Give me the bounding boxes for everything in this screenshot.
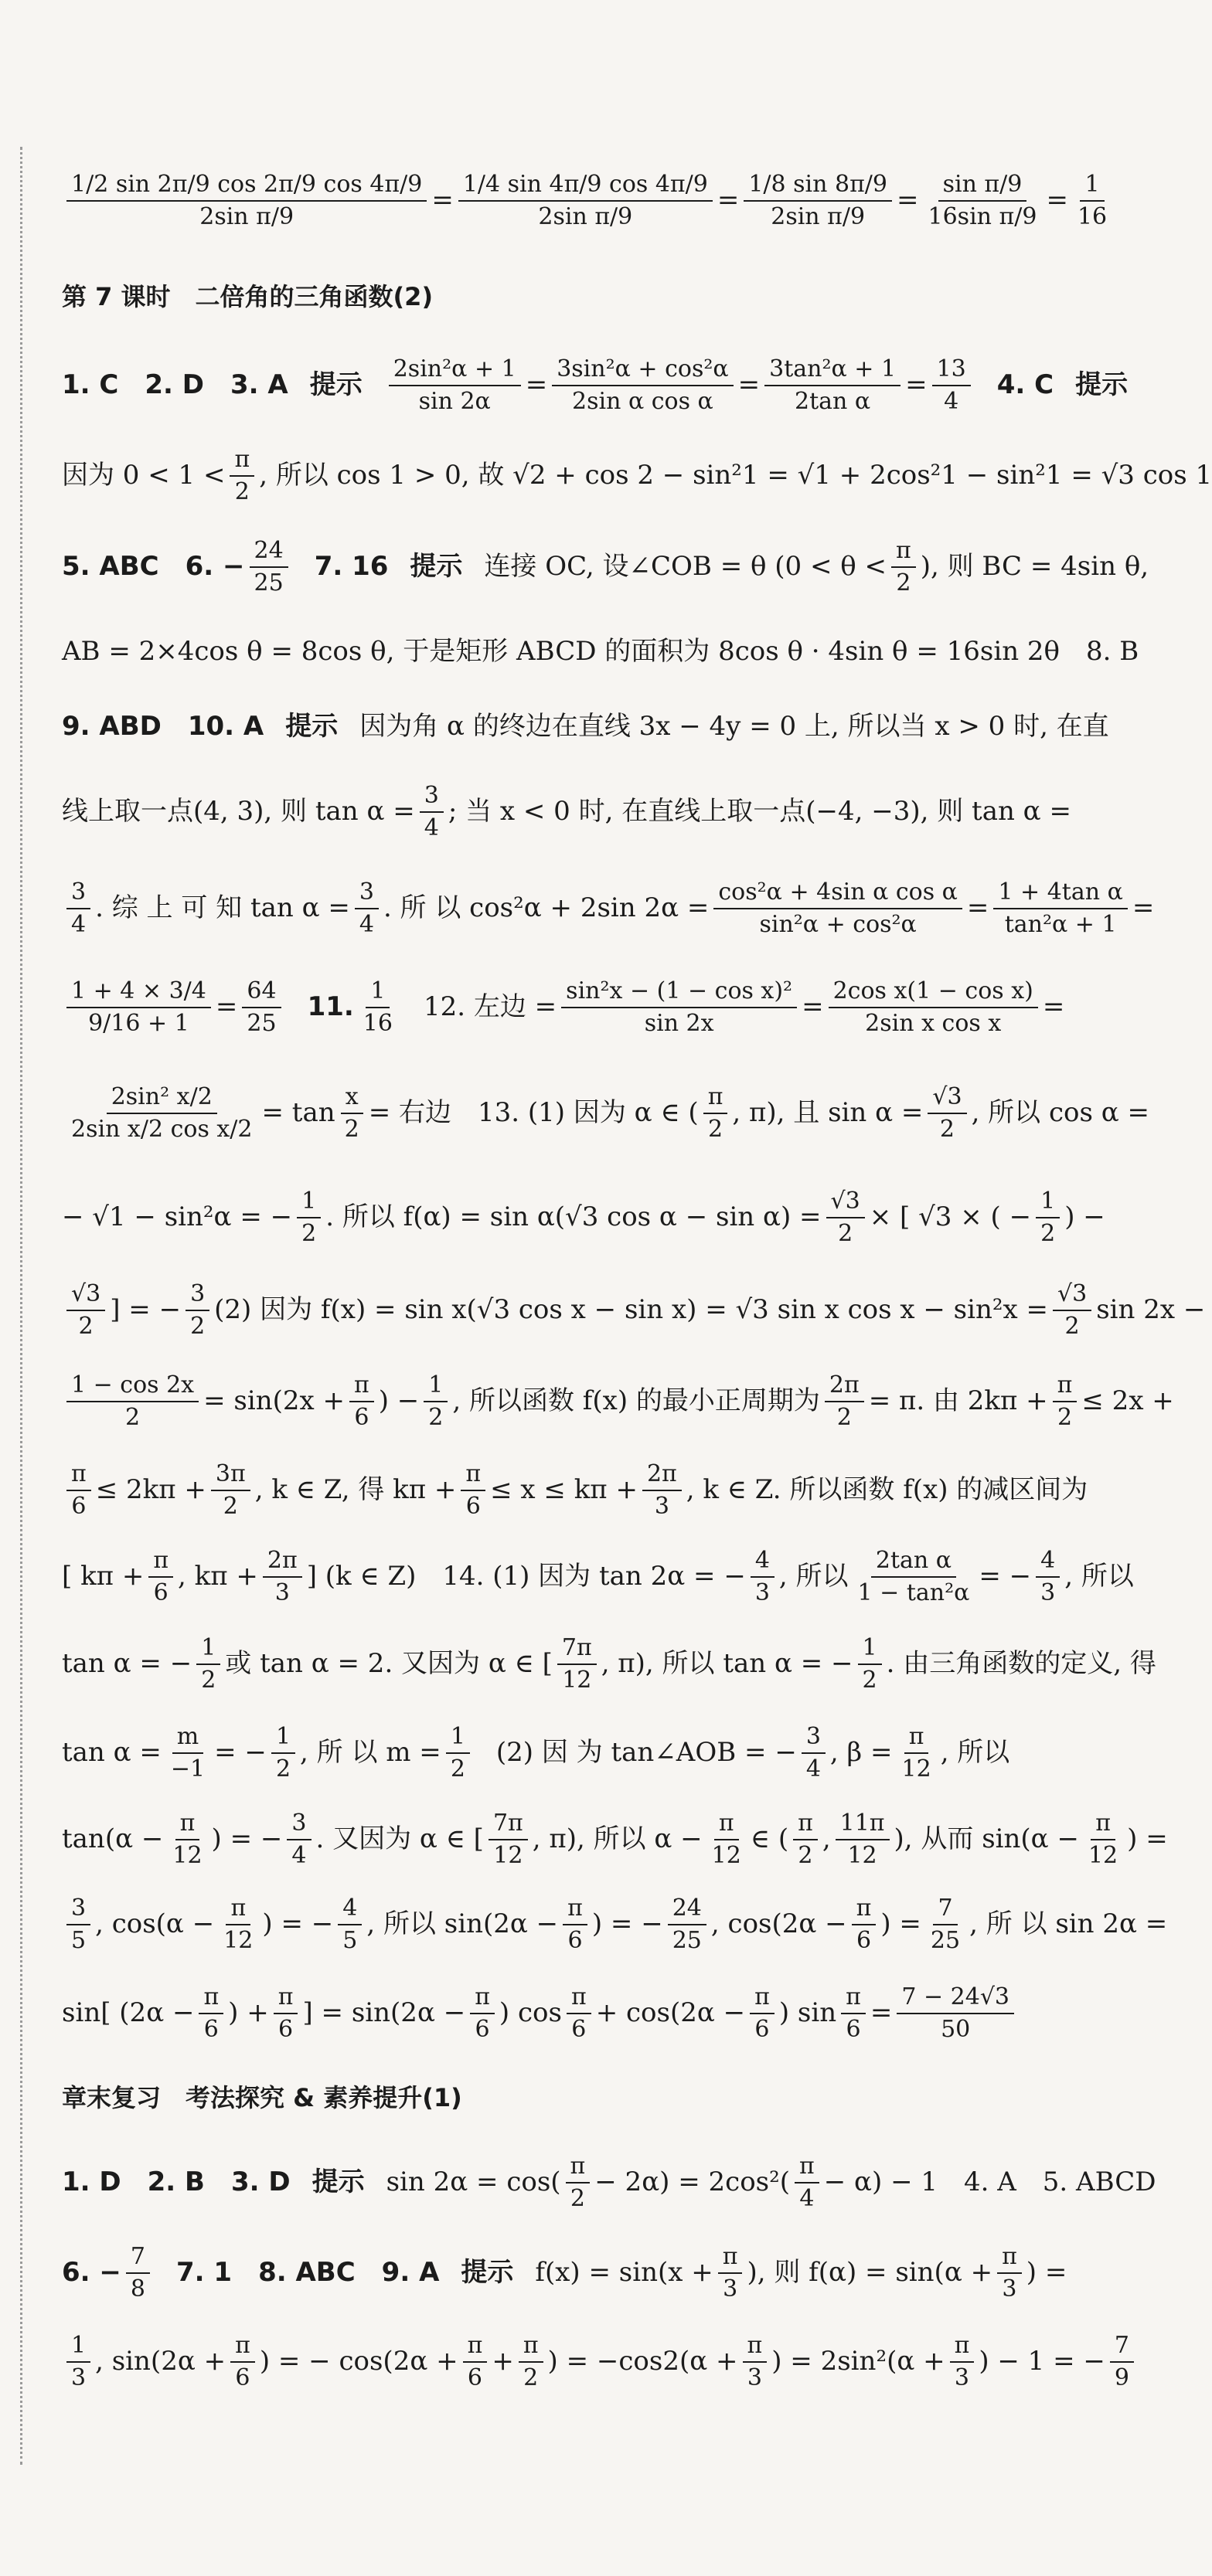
hint-label: 提示 (410, 550, 463, 582)
hint-label: 提示 (309, 369, 363, 400)
answer-line: 5. ABC 6. − $\frac{24}{25}$ 7. 16 提示 连接 OC, 设∠COB = θ (0 < θ < $\frac{\pi}{2}$ ), 则 BC = 4sin θ, (62, 536, 1149, 596)
text-line: − √1 − sin²α = − $\frac{1}{2}$ . 所以 f(α) = sin α(√3 cos α − sin α) = $\frac{√3}{2}$ × [ √3 × ( − $\frac{1}{2}$ ) − (62, 1188, 1105, 1248)
section-heading: 第 7 课时 二倍角的三角函数(2) (62, 282, 434, 311)
answer-line: 6. − $\frac{7}{8}$ 7. 1 8. ABC 9. A 提示 f(x) = sin(x + $\frac{\pi}{3}$ ), 则 f(α) = sin(α + $\frac{\pi}{3}$ ) = (62, 2243, 1067, 2303)
solution-content (62, 127, 1212, 2404)
text-line: $\frac{\pi}{6}$ ≤ 2kπ + $\frac{3\pi}{2}$ , k ∈ Z, 得 kπ + $\frac{\pi}{6}$ ≤ x ≤ kπ + $\frac{2\pi}{3}$ , k ∈ Z. 所以函数 f(x) 的减区间为 (62, 1446, 1159, 1534)
answer-line: 9. ABD 10. A 提示 因为角 α 的终边在直线 3x − 4y = 0 上, 所以当 x > 0 时, 在直 (62, 688, 1159, 766)
text-line: AB = 2×4cos θ = 8cos θ, 于是矩形 ABCD 的面积为 8cos θ · 4sin θ = 16sin 2θ 8. B (62, 635, 1139, 667)
hint-label: 提示 (312, 2166, 365, 2197)
text-line: $\frac{1}{3}$ , sin(2α + $\frac{\pi}{6}$ ) = − cos(2α + $\frac{\pi}{6}$ + $\frac{\pi}{2}$ ) = −cos2(α + $\frac{\pi}{3}$ ) = 2sin²(α + $\frac{\pi}{3}$ ) − 1 = − $\frac{7}{9}$ (62, 2319, 1159, 2404)
section-heading: 章末复习 考法探究 & 素养提升(1) (62, 2083, 462, 2113)
text-line: sin[ (2α − $\frac{\pi}{6}$ ) + $\frac{\pi}{6}$ ] = sin(2α − $\frac{\pi}{6}$ ) cos $\frac{\pi}{6}$ + cos(2α − $\frac{\pi}{6}$ ) sin $\frac{\pi}{6}$ = $\frac{7 - 24√3}{50}$ (62, 1967, 1159, 2060)
text-line: $\frac{√3}{2}$ ] = − $\frac{3}{2}$ (2) 因为 f(x) = sin x(√3 cos x − sin x) = √3 sin x cos x − sin²x = $\frac{√3}{2}$ sin 2x − (62, 1264, 1159, 1357)
text-line: tan α = − $\frac{1}{2}$ 或 tan α = 2. 又因为 α ∈ [ $\frac{7\pi}{12}$ , π), 所以 tan α = − $\frac{1}{2}$ . 由三角函数的定义, 得 (62, 1633, 1156, 1694)
fraction: $\frac{1/2 \sin 2\pi/9 \cos 2\pi/9 \cos 4\pi/9}{\text{2sin π/9}}$ (66, 171, 427, 231)
text-line: $\frac{1 - \cos 2x}{2}$ = sin(2x + $\frac{\pi}{6}$ ) − $\frac{1}{2}$ , 所以函数 f(x) 的最小正周期为 $\frac{2\pi}{2}$ = π. 由 2kπ + $\frac{\pi}{2}$ ≤ 2x + (62, 1357, 1159, 1446)
hint-label: 提示 (461, 2257, 514, 2289)
answer-line: 1. D 2. B 3. D 提示 sin 2α = cos( $\frac{\pi}{2}$ − 2α) = 2cos²( $\frac{\pi}{4}$ − α) − 1 4. A 5. ABCD (62, 2152, 1156, 2212)
text-line: $\frac{\text{2sin² x/2}}{\text{2sin x/2 cos x/2}}$ = tan $\frac{x}{2}$ = 右边 13. (1) 因为 α ∈ ( $\frac{\pi}{2}$ , π), 且 sin α = $\frac{√3}{2}$ , 所以 cos α = (71, 1083, 1150, 1144)
text-line: $\frac{1 + 4 \times 3/4}{9/16 + 1}$ = $\frac{64}{25}$ 11. $\frac{1}{16}$ 12. 左边 = $\frac{\text{sin²x − (1 − cos x)²}}{\sin 2x}$ = $\frac{\text{2cos x(1 − cos x)}}{\text{2sin x cos x}}$ = (62, 959, 1159, 1055)
text-line: tan α = $\frac{m}{-1}$ = − $\frac{1}{2}$ , 所 以 m = $\frac{1}{2}$ (2) 因 为 tan∠AOB = − $\frac{3}{4}$ , β = $\frac{\pi}{12}$ , 所以 (62, 1722, 1010, 1782)
fraction: $\frac{\text{sin π/9}}{\text{16sin π/9}}$ (928, 171, 1037, 230)
text-line: $\frac{3}{5}$ , cos(α − $\frac{\pi}{12}$ ) = − $\frac{4}{5}$ , 所以 sin(2α − $\frac{\pi}{6}$ ) = − $\frac{24}{25}$ , cos(2α − $\frac{\pi}{6}$ ) = $\frac{7}{25}$ , 所 以 sin 2α = (62, 1882, 1159, 1967)
text-line: 因为 0 < 1 < $\frac{\pi}{2}$ , 所以 cos 1 > 0, 故 √2 + cos 2 − sin²1 = √1 + 2cos²1 − sin²1 = √3 cos 1 (62, 446, 1212, 506)
hint-label: 提示 (285, 711, 339, 743)
fraction: $\frac{1}{16}$ (1077, 171, 1108, 230)
dotted-margin-line (20, 147, 22, 2465)
fraction: $\frac{1/4 \sin 4\pi/9 \cos 4\pi/9}{\text{2sin π/9}}$ (458, 171, 713, 231)
text-line: tan(α − $\frac{\pi}{12}$ ) = − $\frac{3}{4}$ . 又因为 α ∈ [ $\frac{7\pi}{12}$ , π), 所以 α − $\frac{\pi}{12}$ ∈ ( $\frac{\pi}{2}$ , $\frac{11\pi}{12}$ ), 从而 sin(α − $\frac{\pi}{12}$ ) = (62, 1810, 1168, 1870)
fraction: $\frac{1/8 \sin 8\pi/9}{\text{2sin π/9}}$ (744, 171, 892, 231)
hint-label: 提示 (1075, 369, 1129, 400)
text-line: [ kπ + $\frac{\pi}{6}$ , kπ + $\frac{2\pi}{3}$ ] (k ∈ Z) 14. (1) 因为 tan 2α = − $\frac{4}{3}$ , 所以 $\frac{\text{2tan α}}{\text{1 − tan²α}}$ = − $\frac{4}{3}$ , 所以 (62, 1547, 1134, 1607)
text-line: $\frac{3}{4}$ . 综 上 可 知 tan α = $\frac{3}{4}$ . 所 以 cos²α + 2sin 2α = $\frac{\text{cos²α + 4sin α cos α}}{\text{sin²α + cos²α}}$ = $\frac{\text{1 + 4tan α}}{\text{tan²α + 1}}$ = (62, 858, 1159, 959)
text-line: 线上取一点(4, 3), 则 tan α = $\frac{3}{4}$ ; 当 x < 0 时, 在直线上取一点(−4, −3), 则 tan α = (62, 782, 1071, 842)
top-equation-line: $\frac{1/2 \sin 2\pi/9 \cos 2\pi/9 \cos 4\pi/9}{\text{2sin π/9}}$ = $\frac{1/4 \sin 4\pi/9 \cos 4\pi/9}{\text{2sin π/9}}$ = $\frac{1/8 \sin 8\pi/9}{\text{2sin π/9}}$ = $\frac{\text{sin π/9}}{\text{16sin π/9}}$ = $\frac{1}{16}$ (62, 143, 1159, 259)
answer-line: 1. C 2. D 3. A 提示 $\frac{\text{2sin²α + 1}}{\sin 2\alpha}$ = $\frac{\text{3sin²α + cos²α}}{\text{2sin α cos α}}$ = $\frac{\text{3tan²α + 1}}{\text{2tan α}}$ = $\frac{13}{4}$ 4. C 提示 (62, 355, 1129, 415)
